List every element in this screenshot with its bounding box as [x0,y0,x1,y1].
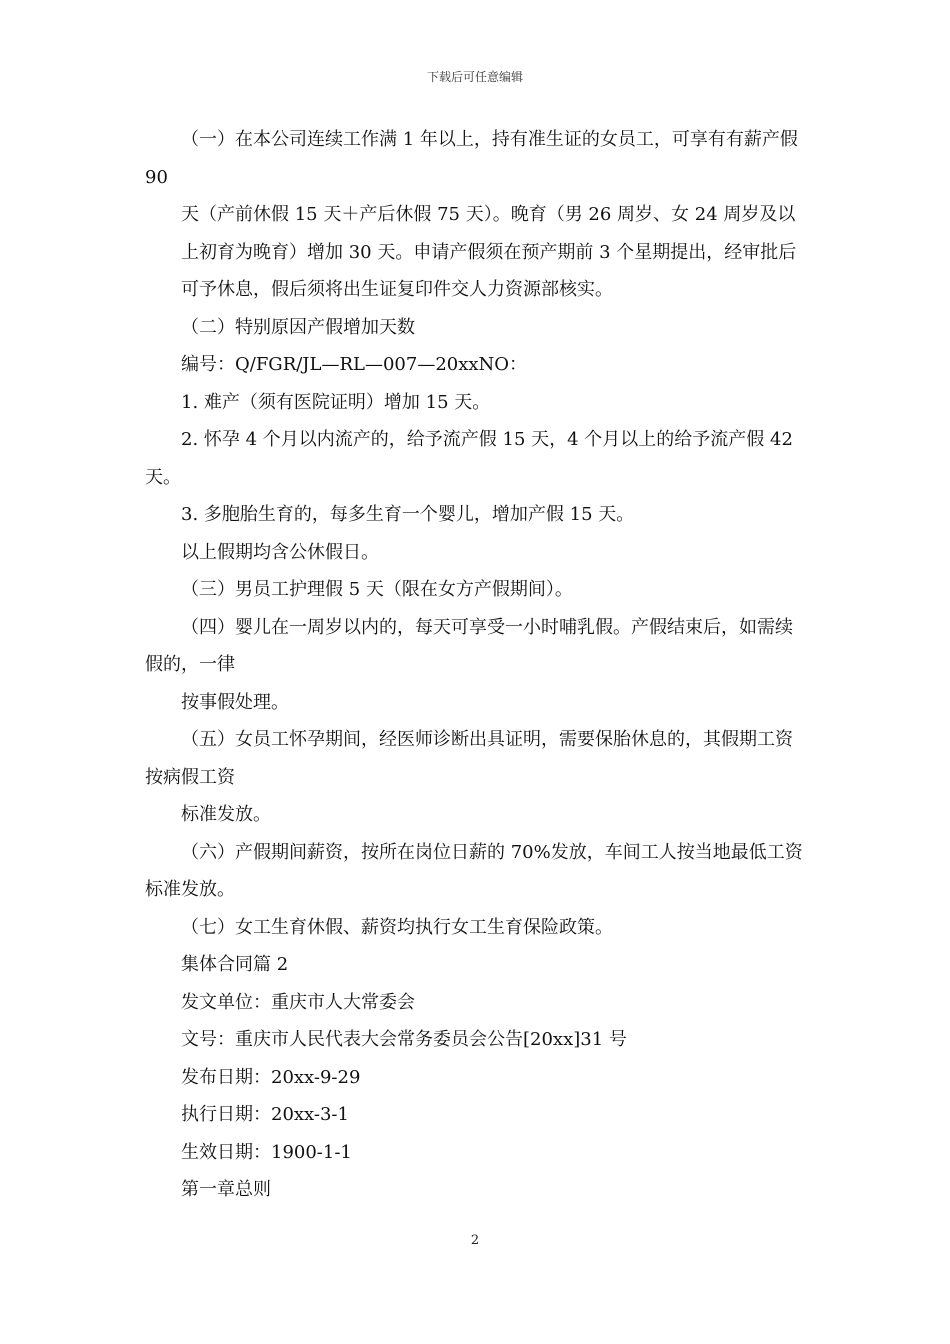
paragraph-pregnancy-rest-cont: 标准发放。 [181,804,271,825]
meta-effective-date: 生效日期：1900-1-1 [181,1141,352,1163]
paragraph-paternity-leave: （三）男员工护理假 5 天（限在女方产假期间）。 [181,579,573,600]
paragraph-holiday-note: 以上假期均含公休假日。 [181,541,379,563]
meta-issuing-unit: 发文单位：重庆市人大常委会 [181,991,415,1013]
paragraph-document-number: 编号：Q/FGR/JL—RL—007—20xxNO： [181,354,528,375]
paragraph-pregnancy-rest: （五）女员工怀孕期间，经医师诊断出具证明，需要保胎休息的，其假期工资按病假工资 [145,729,793,788]
section-heading-contract-2: 集体合同篇 2 [181,954,289,975]
page-number: 2 [470,1233,480,1248]
paragraph-special-leave-heading: （二）特别原因产假增加天数 [181,316,415,338]
document-body [145,121,807,1209]
paragraph-leave-salary: （六）产假期间薪资，按所在岗位日薪的 70%发放，车间工人按当地最低工资标准发放。 [145,841,803,900]
paragraph-maternity-leave-intro: （一）在本公司连续工作满 1 年以上，持有准生证的女员工，可享有有薪产假 90 [145,129,798,188]
chapter-heading-general-provisions: 第一章总则 [181,1179,271,1200]
paragraph-insurance-policy: （七）女工生育休假、薪资均执行女工生育保险政策。 [181,916,613,938]
paragraph-nursing-leave-cont: 按事假处理。 [181,691,289,713]
paragraph-nursing-leave: （四）婴儿在一周岁以内的，每天可享受一小时哺乳假。产假结束后，如需续假的，一律 [145,616,793,675]
list-item-difficult-birth: 1. 难产（须有医院证明）增加 15 天。 [181,391,491,413]
meta-execution-date: 执行日期：20xx-3-1 [181,1104,349,1125]
meta-publish-date: 发布日期：20xx-9-29 [181,1066,361,1088]
paragraph-maternity-leave-details: 天（产前休假 15 天＋产后休假 75 天）。晚育（男 26 周岁、女 24 周岁及以上初育为晚育）增加 30 天。申请产假须在预产期前 3 个星期提出，经审批后可予休息，假后须将出生证复印件交人力资源部核实。 [181,204,797,300]
list-item-multiple-births: 3. 多胞胎生育的，每多生育一个婴儿，增加产假 15 天。 [181,504,635,525]
meta-document-number: 文号：重庆市人民代表大会常务委员会公告[20xx]31 号 [181,1029,627,1050]
list-item-miscarriage: 2. 怀孕 4 个月以内流产的，给予流产假 15 天，4 个月以上的给予流产假 42 天。 [145,429,793,488]
page-header-note: 下载后可任意编辑 [426,70,523,84]
